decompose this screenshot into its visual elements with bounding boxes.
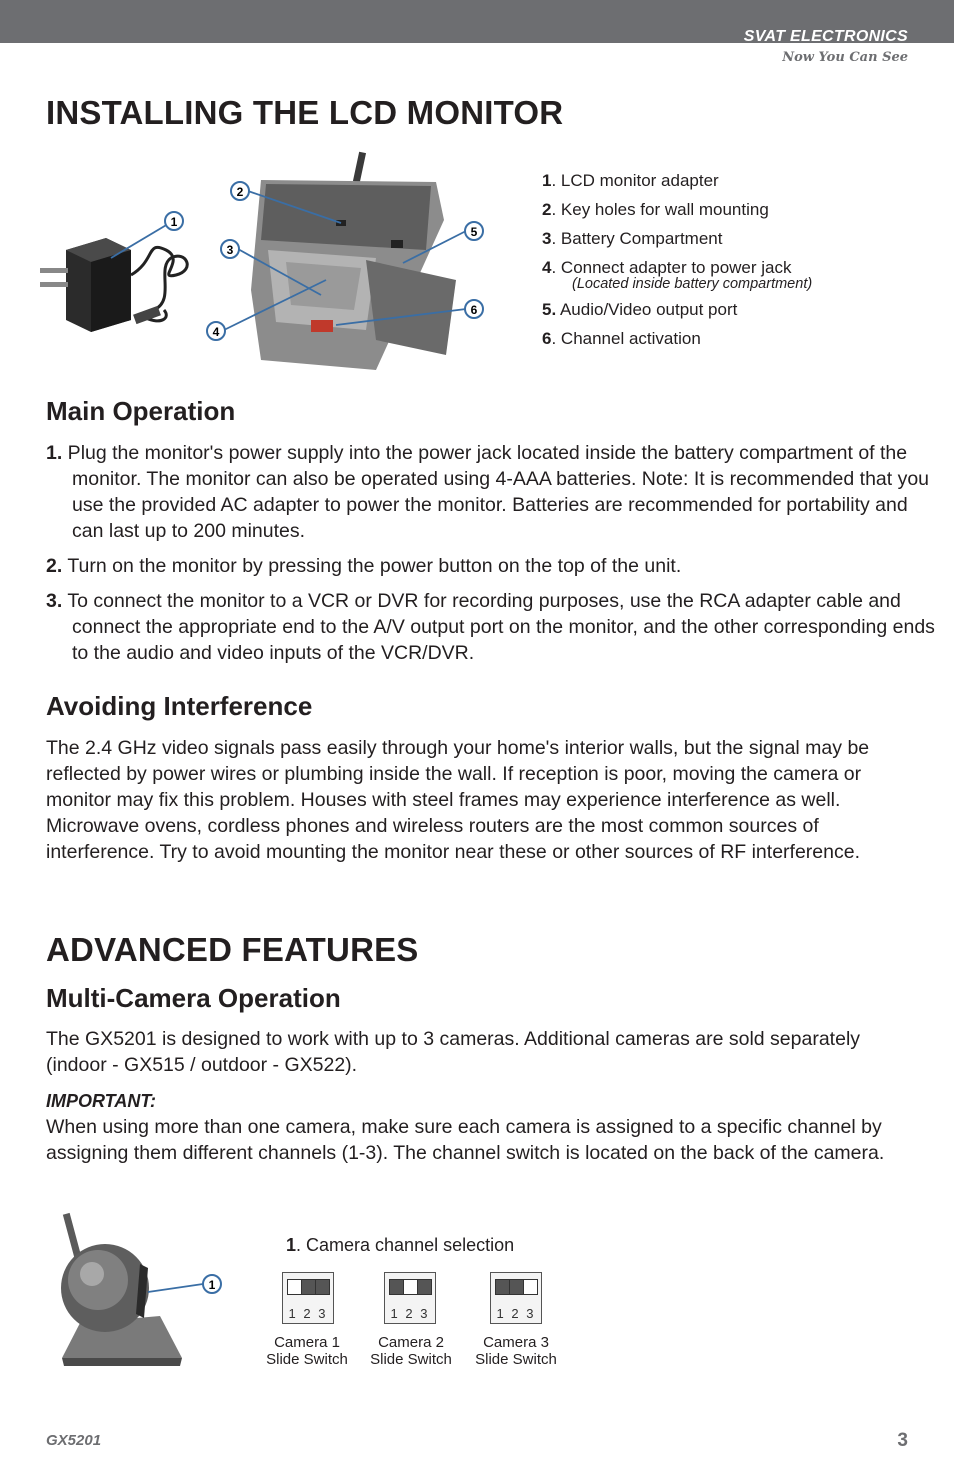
section-title-advanced-features: ADVANCED FEATURES: [46, 931, 419, 968]
section-title-avoiding-interference: Avoiding Interference: [46, 691, 313, 721]
lcd-monitor-drawing: [251, 152, 456, 370]
section-title-multi-camera: Multi-Camera Operation: [46, 983, 341, 1013]
camera-3-slide-switch: 1 2 3: [490, 1272, 542, 1324]
svg-text:1: 1: [170, 215, 178, 229]
footer-model-number: GX5201: [46, 1432, 102, 1449]
section-title-installing: INSTALLING THE LCD MONITOR: [46, 94, 564, 131]
legend-item: 6. Channel activation: [542, 329, 701, 348]
avoiding-interference-text: The 2.4 GHz video signals pass easily through your home's interior walls, but the signal may be reflected by power wires or plumbing inside the wall. If reception is poor, moving the camera or monitor may fix this problem. Houses with steel frames may experience interference as well. Microwave ovens, cordless phones and wireless routers are the most common sources of interference. Try to avoid mounting the monitor near these or other sources of RF interference.: [46, 737, 870, 863]
main-operation-step-1: 1. Plug the monitor's power supply into the power jack located inside the battery compartment of the monitor. The monitor can also be operated using 4-AAA batteries. Note: It is recommended that you use the provided AC adapter to power the monitor. Batteries are recommended for portability and can last up to 200 minutes.: [46, 442, 930, 542]
legend-item: 2. Key holes for wall mounting: [542, 200, 769, 219]
multi-camera-intro: The GX5201 is designed to work with up to 3 cameras. Additional cameras are sold separately (indoor - GX515 / outdoor - GX522).: [46, 1028, 861, 1076]
monitor-legend: [542, 166, 942, 353]
svg-text:5: 5: [470, 225, 478, 239]
camera-3-switch-caption: Camera 3 Slide Switch: [475, 1334, 557, 1368]
ac-adapter-drawing: [40, 238, 187, 332]
legend-item: 1. LCD monitor adapter: [542, 171, 719, 190]
svg-text:4: 4: [212, 325, 220, 339]
camera-2-switch-caption: Camera 2 Slide Switch: [370, 1334, 452, 1368]
svg-text:3: 3: [226, 243, 234, 257]
main-operation-step-2: 2. Turn on the monitor by pressing the power button on the top of the unit.: [46, 555, 682, 577]
camera-illustration: [40, 1208, 240, 1373]
camera-1-slide-switch: 1 2 3: [282, 1272, 334, 1324]
callout-4: [207, 322, 225, 340]
callout-1: [165, 212, 183, 230]
legend-note: (Located inside battery compartment): [572, 276, 813, 292]
camera-2-slide-switch: 1 2 3: [384, 1272, 436, 1324]
legend-item: 4. Connect adapter to power jack: [542, 258, 792, 277]
legend-item: 3. Battery Compartment: [542, 229, 723, 248]
important-text: When using more than one camera, make sure each camera is assigned to a specific channel by assigning them different channels (1-3). The channel switch is located on the back of the camera.: [46, 1116, 885, 1164]
legend-item: 5. Audio/Video output port: [542, 300, 738, 319]
brand-name: SVAT ELECTRONICS: [743, 28, 908, 45]
callout-2: [231, 182, 249, 200]
footer-page-number: 3: [897, 1430, 908, 1451]
callout-3: [221, 240, 239, 258]
camera-1-switch-caption: Camera 1 Slide Switch: [266, 1334, 348, 1368]
camera-channel-title: 1. Camera channel selection: [286, 1235, 515, 1255]
monitor-illustration: [36, 150, 506, 375]
important-label: IMPORTANT:: [46, 1091, 156, 1111]
callout-5: [465, 222, 483, 240]
main-operation-step-3: 3. To connect the monitor to a VCR or DVR for recording purposes, use the RCA adapter cable and connect the appropriate end to the A/V output port on the monitor, and the other corresponding ends to the audio and video inputs of the VCR/DVR.: [46, 590, 935, 664]
svg-text:1: 1: [208, 1278, 216, 1292]
section-title-main-operation: Main Operation: [46, 396, 236, 426]
brand-tagline: Now You Can See: [782, 50, 908, 65]
callout-6: [465, 300, 483, 318]
camera-callout-1: [203, 1275, 221, 1293]
svg-text:6: 6: [470, 303, 478, 317]
svg-text:2: 2: [236, 185, 244, 199]
